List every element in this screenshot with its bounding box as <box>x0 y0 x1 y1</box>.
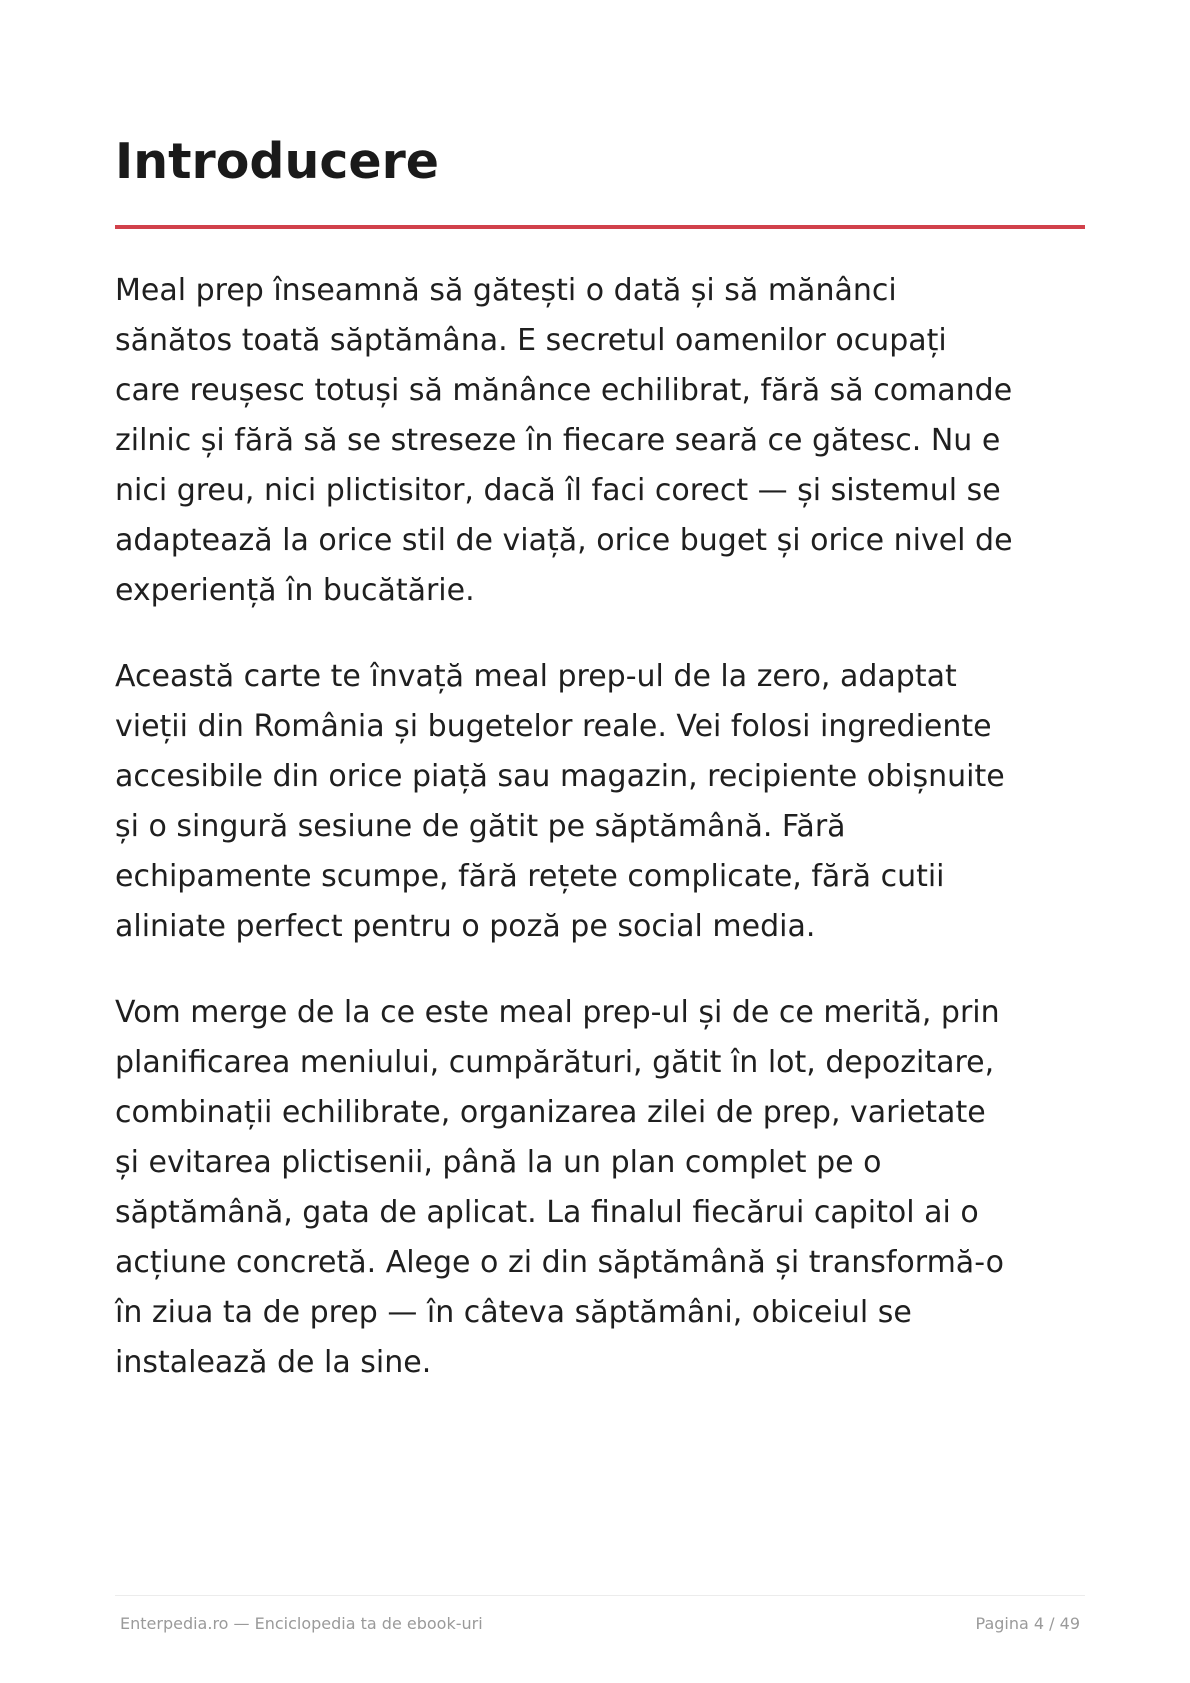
document-page <box>115 0 1085 1683</box>
paragraph-3: Vom merge de la ce este meal prep-ul și de ce merită, prin planificarea meniului, cumpărături, gătit în lot, depozitare, combinații echilibrate, organizarea zilei de prep, varietate și evitarea plictisenii, până la un plan complet pe o săptămână, gata de aplicat. La finalul fiecărui capitol ai o acțiune concretă. Alege o zi din săptămână și transformă-o în ziua ta de prep — în câteva săptămâni, obiceiul se instalează de la sine. <box>115 995 1004 1380</box>
page-title: Introducere <box>115 133 440 190</box>
footer-site-name: Enterpedia.ro — Enciclopedia ta de ebook-uri <box>120 1614 483 1633</box>
paragraph-1: Meal prep înseamnă să gătești o dată și să mănânci sănătos toată săptămâna. E secretul oamenilor ocupați care reușesc totuși să mănânce echilibrat, fără să comande zilnic și fără să se streseze în fiecare seară ce gătesc. Nu e nici greu, nici plictisitor, dacă îl faci corect — și sistemul se adaptează la orice stil de viață, orice buget și orice nivel de experiență în bucătărie. <box>115 273 1013 608</box>
body-text <box>115 266 1095 1424</box>
footer-divider <box>115 1595 1085 1596</box>
footer-page-number: Pagina 4 / 49 <box>975 1614 1080 1633</box>
title-underline-rule <box>115 225 1085 229</box>
paragraph-2: Această carte te învață meal prep-ul de la zero, adaptat vieții din România și bugetelor reale. Vei folosi ingrediente accesibile din orice piață sau magazin, recipiente obișnuite și o singură sesiune de gătit pe săptămână. Fără echipamente scumpe, fără rețete complicate, fără cutii aliniate perfect pentru o poză pe social media. <box>115 659 1005 944</box>
